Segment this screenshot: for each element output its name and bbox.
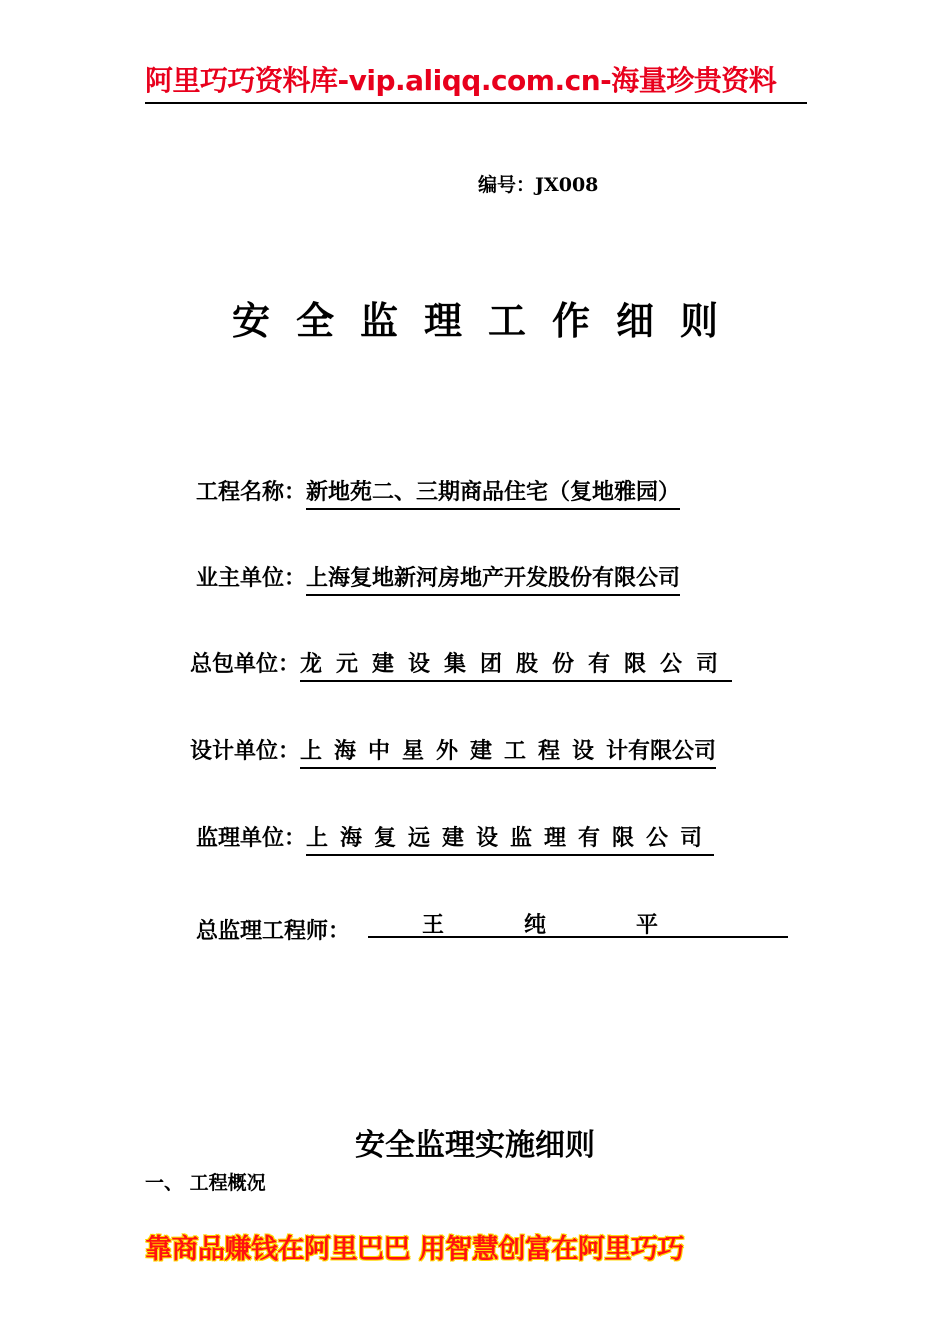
info-row-general-contractor <box>190 647 732 682</box>
info-value: 新地苑二、三期商品住宅（复地雅园） <box>306 475 680 510</box>
info-label: 设计单位： <box>190 738 301 764</box>
info-row-design-unit <box>190 734 716 769</box>
info-label: 总监理工程师： <box>196 918 351 944</box>
info-label: 业主单位： <box>196 565 307 591</box>
info-row-chief-engineer <box>196 908 788 945</box>
info-label: 工程名称： <box>196 479 307 505</box>
info-label: 监理单位： <box>196 825 307 851</box>
info-value-part: 平 <box>636 912 659 938</box>
info-label: 总包单位： <box>190 651 301 677</box>
info-value-part: 复远建设监理有限公司 <box>374 825 715 851</box>
footer-banner: 靠商品赚钱在阿里巴巴 用智慧创富在阿里巧巧 <box>145 1234 684 1265</box>
header-banner: 阿里巧巧资料库-vip.aliqq.com.cn-海量珍贵资料 <box>145 60 807 104</box>
info-value-part: 计有限公司 <box>606 738 717 764</box>
info-value: 上海复地新河房地产开发股份有限公司 <box>306 561 680 596</box>
info-row-owner <box>196 561 680 596</box>
section-title: 安全监理实施细则 <box>355 1128 595 1163</box>
info-value-part: 上海 <box>306 825 375 851</box>
info-value: 龙元建设集团股份有限公司 <box>300 647 732 682</box>
info-value-part: 纯 <box>524 912 547 938</box>
info-value <box>306 821 714 856</box>
document-title: 安全监理工作细则 <box>231 298 744 343</box>
info-value <box>300 734 716 769</box>
info-value-part: 王 <box>422 912 445 938</box>
info-row-project-name <box>196 475 680 510</box>
section-heading: 一、 工程概况 <box>145 1172 266 1194</box>
document-number: 编号：JX008 <box>478 174 599 196</box>
info-row-supervision-unit <box>196 821 714 856</box>
info-value <box>368 908 788 938</box>
info-value-part: 上海中星外建工程设 <box>300 738 607 764</box>
